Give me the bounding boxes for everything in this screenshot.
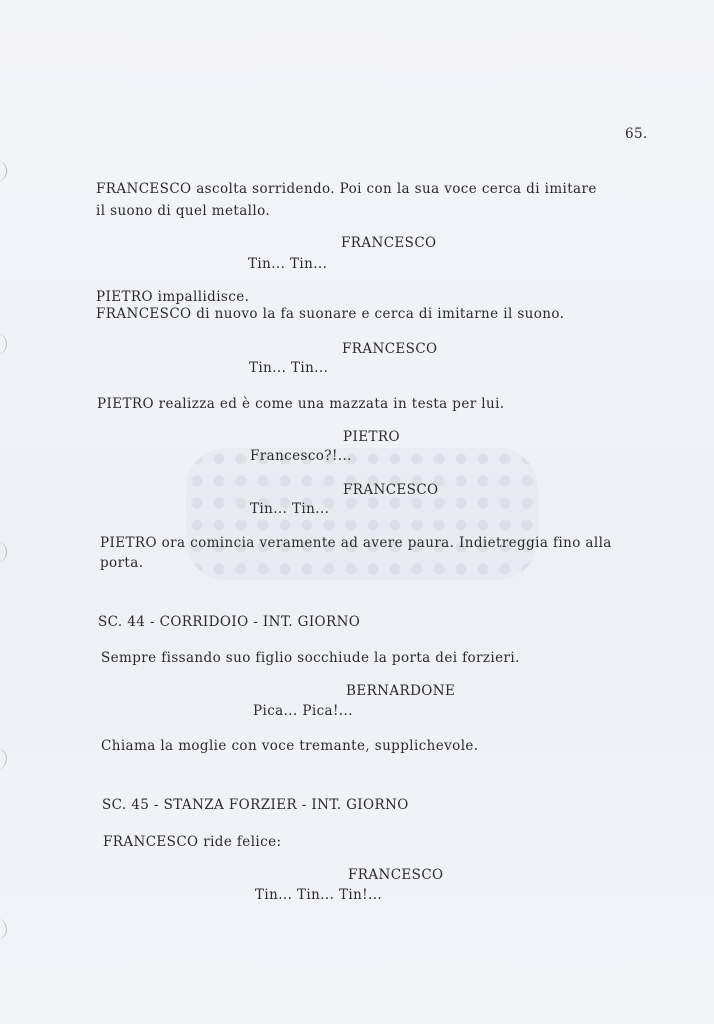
character-name: PIETRO <box>343 429 400 445</box>
action-line: PIETRO realizza ed è come una mazzata in testa per lui. <box>97 396 505 412</box>
action-line: FRANCESCO di nuovo la fa suonare e cerca di imitarne il suono. <box>96 306 565 322</box>
character-name: FRANCESCO <box>342 341 438 357</box>
character-name: FRANCESCO <box>343 482 439 498</box>
dialogue-line: Pica... Pica!... <box>253 703 353 719</box>
character-name: BERNARDONE <box>346 683 456 699</box>
character-name: FRANCESCO <box>341 235 437 251</box>
dialogue-line: Tin... Tin... <box>249 360 329 376</box>
character-name: FRANCESCO <box>348 867 444 883</box>
action-line: porta. <box>100 555 144 571</box>
binding-hole-mark <box>0 541 7 563</box>
binding-hole-mark <box>0 748 7 770</box>
action-line: Chiama la moglie con voce tremante, supplichevole. <box>101 738 479 754</box>
action-line: Sempre fissando suo figlio socchiude la porta dei forzieri. <box>101 650 520 666</box>
binding-hole-mark <box>0 333 7 355</box>
dialogue-line: Tin... Tin... <box>248 256 328 272</box>
scene-heading: SC. 44 - CORRIDOIO - INT. GIORNO <box>98 614 361 630</box>
dialogue-line: Tin... Tin... Tin!... <box>255 887 383 903</box>
binding-hole-mark <box>0 918 7 940</box>
action-line: il suono di quel metallo. <box>96 203 271 219</box>
action-line: PIETRO impallidisce. <box>96 289 250 305</box>
watermark-stamp <box>186 448 538 580</box>
action-line: FRANCESCO ride felice: <box>103 834 282 850</box>
action-line: FRANCESCO ascolta sorridendo. Poi con la sua voce cerca di imitare <box>96 181 597 197</box>
dialogue-line: Tin... Tin... <box>250 501 330 517</box>
binding-hole-mark <box>0 160 7 182</box>
action-line: PIETRO ora comincia veramente ad avere paura. Indietreggia fino alla <box>100 535 612 551</box>
dialogue-line: Francesco?!... <box>250 448 352 464</box>
scene-heading: SC. 45 - STANZA FORZIER - INT. GIORNO <box>102 797 409 813</box>
page-number: 65. <box>625 126 648 142</box>
